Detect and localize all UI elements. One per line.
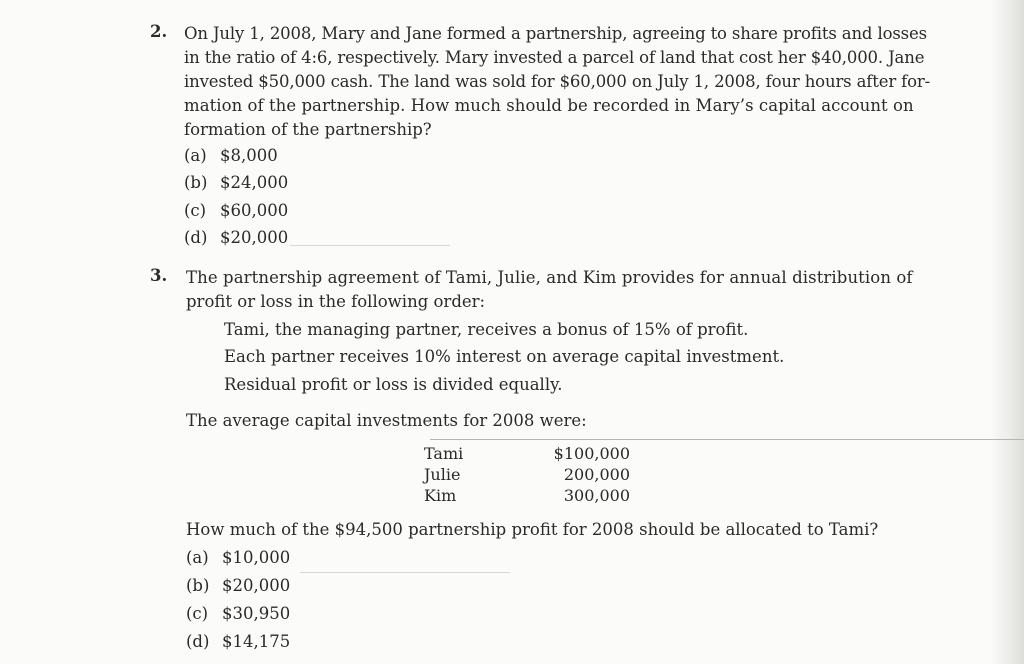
option-letter: (a) xyxy=(184,146,207,165)
option-value: $10,000 xyxy=(222,548,291,567)
answer-option-b xyxy=(186,576,290,595)
option-letter: (d) xyxy=(186,632,210,651)
option-letter: (b) xyxy=(186,576,210,595)
option-letter: (c) xyxy=(186,604,209,623)
table-row xyxy=(424,444,644,464)
table-top-rule xyxy=(430,439,1024,440)
distribution-rule: Tami, the managing partner, receives a bonus of 15% of profit. xyxy=(224,320,749,339)
partner-name: Kim xyxy=(424,486,457,505)
table-row xyxy=(424,465,644,485)
option-value: $24,000 xyxy=(220,173,289,192)
answer-option-a xyxy=(184,146,278,165)
option-letter: (d) xyxy=(184,228,208,247)
question-number: 3. xyxy=(150,266,168,285)
option-value: $8,000 xyxy=(220,146,278,165)
question-line: in the ratio of 4:6, respectively. Mary invested a parcel of land that cost her $40,000. Jane xyxy=(184,48,925,67)
answer-option-a xyxy=(186,548,290,567)
option-letter: (b) xyxy=(184,173,208,192)
option-letter: (a) xyxy=(186,548,209,567)
option-value: $20,000 xyxy=(222,576,291,595)
distribution-rule: Each partner receives 10% interest on average capital investment. xyxy=(224,347,785,366)
question-prompt: How much of the $94,500 partnership profit for 2008 should be allocated to Tami? xyxy=(186,520,879,539)
distribution-rule: Residual profit or loss is divided equally. xyxy=(224,375,563,394)
question-line: The partnership agreement of Tami, Julie, and Kim provides for annual distribution of xyxy=(186,268,913,287)
capital-value: 300,000 xyxy=(563,486,630,505)
option-value: $14,175 xyxy=(222,632,291,651)
question-line: formation of the partnership? xyxy=(184,120,432,139)
option-letter: (c) xyxy=(184,201,207,220)
answer-option-d xyxy=(186,632,290,651)
scan-artifact-line xyxy=(290,245,450,246)
capital-value: $100,000 xyxy=(553,444,630,463)
table-row xyxy=(424,486,644,506)
answer-option-c xyxy=(184,201,288,220)
question-number: 2. xyxy=(150,22,168,41)
option-value: $20,000 xyxy=(220,228,289,247)
page-edge-shadow xyxy=(990,0,1024,664)
question-line: mation of the partnership. How much should be recorded in Mary’s capital account on xyxy=(184,96,914,115)
answer-option-c xyxy=(186,604,290,623)
option-value: $30,950 xyxy=(222,604,291,623)
table-intro: The average capital investments for 2008 were: xyxy=(186,411,587,430)
capital-value: 200,000 xyxy=(563,465,630,484)
partner-name: Tami xyxy=(424,444,464,463)
question-line: invested $50,000 cash. The land was sold for $60,000 on July 1, 2008, four hours after for- xyxy=(184,72,931,91)
question-line: On July 1, 2008, Mary and Jane formed a partnership, agreeing to share profits and losses xyxy=(184,24,927,43)
answer-option-d xyxy=(184,228,288,247)
partner-name: Julie xyxy=(424,465,461,484)
option-value: $60,000 xyxy=(220,201,289,220)
question-line: profit or loss in the following order: xyxy=(186,292,486,311)
scan-artifact-line xyxy=(300,572,510,573)
answer-option-b xyxy=(184,173,288,192)
